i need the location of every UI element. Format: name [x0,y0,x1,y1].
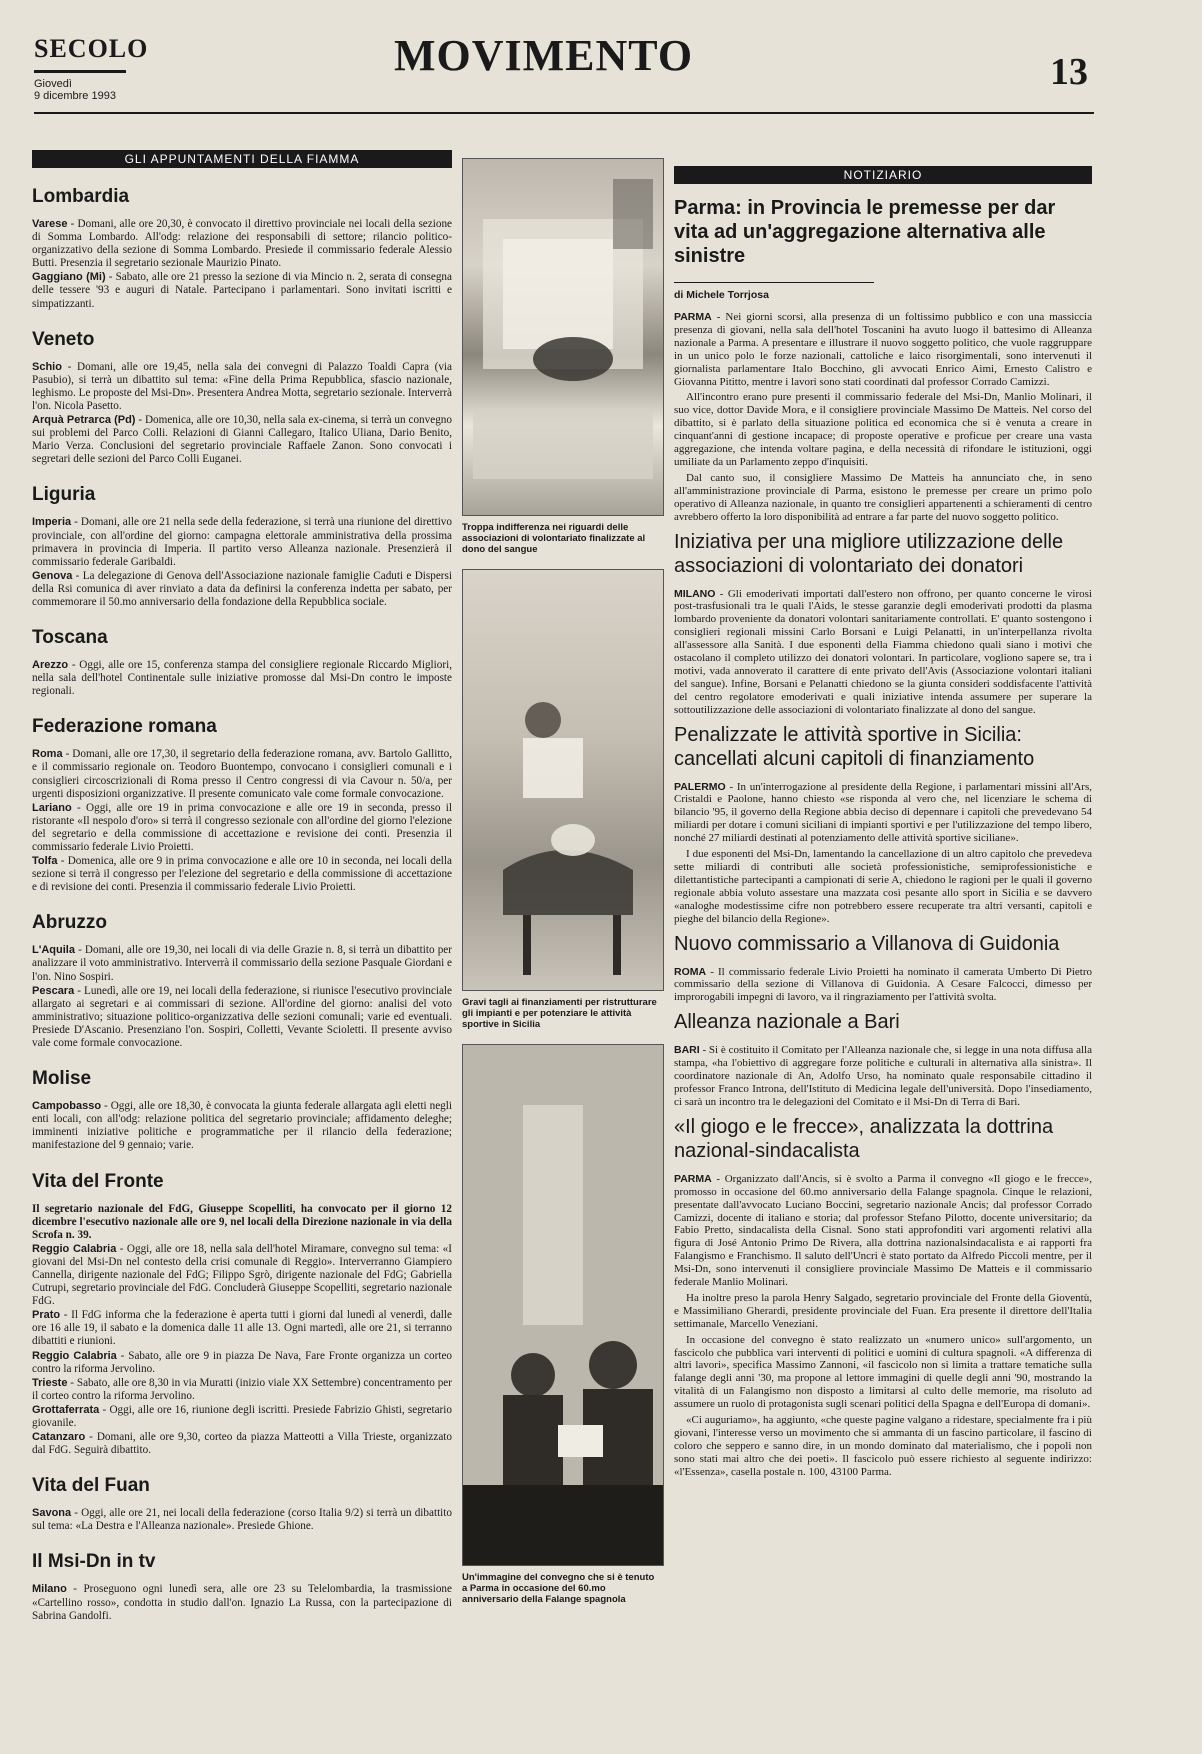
appointment-place: Roma [32,748,63,761]
photo-blood-donation-image [463,159,663,515]
appointment-text: - Oggi, alle ore 18,30, è convocata la giunta federale allargata agli eletti negli enti locali, con all'odg: relazione politica del segretario provinciale; affidamento deleghe; imminenti iniziative politiche e programmatiche per il rilancio della federazione; manifestazione del 9 gennaio; varie. [32,1100,452,1152]
article-paragraph [674,1173,1092,1289]
appointments-banner: GLI APPUNTAMENTI DELLA FIAMMA [32,150,452,168]
appointment-item [32,361,452,413]
region-heading: Vita del Fuan [32,1475,150,1497]
article-paragraph [674,588,1092,717]
appointment-item [32,1243,452,1308]
appointment-text: - Domani, alle ore 17,30, il segretario della federazione romana, avv. Bartolo Gallitto, e il commissario regionale on. Teodoro Buontempo, convocano i consiglieri comunali e i consiglieri circoscrizionali di Roma presso il Centro congressi di via Cavour n. 50/a, per urgenti disposizioni organizzative. Il presente comunicato vale come formale convocazione. [32,748,452,800]
article-headline: Penalizzate le attività sportive in Sicilia: cancellati alcuni capitoli di finanziamento [674,723,1035,770]
article-text: Ha inoltre preso la parola Henry Salgado, segretario provinciale del Fronte della Gioventù, e Massimiliano Gherardi, presidente provinciale del Fuan. Era presente il direttore dell'Italia settimanale, Marcello Veneziani. [674,1291,1092,1330]
region-heading: Federazione romana [32,716,217,738]
article-headline: «Il giogo e le frecce», analizzata la dottrina nazional-sindacalista [674,1115,1054,1162]
article-dateline: BARI [674,1044,700,1057]
news-banner: NOTIZIARIO [674,166,1092,184]
appointment-text: - Sabato, alle ore 21 presso la sezione di via Mincio n. 2, serata di consegna delle tessere '93 e auguri di Natale. Partecipano i parlamentari. Sono invitati iscritti e simpatizzanti. [32,271,452,310]
region-heading: Vita del Fronte [32,1170,164,1192]
article-text: I due esponenti del Msi-Dn, lamentando la cancellazione di un altro capitolo che prevedeva sette miliardi di contributi alle società professionistiche, semiprofessionistiche e dilettantistiche partecipanti a campionati di serie A, chiedono le ragioni per le quali il governo regionale abbia voluto assestare una mazzata così pesante allo sport in Sicilia e se davvero «analoghe modestissime cifre non potrebbero essere recuperate tra altri versanti, capitoli e pieghe del bilancio della Regione». [674,848,1092,925]
appointment-text: - Domani, alle ore 9,30, corteo da piazza Matteotti a Villa Trieste, organizzato dal FdG. Seguirà dibattito. [32,1431,452,1457]
appointment-item [32,1431,452,1457]
article-dateline: PARMA [674,1172,712,1185]
appointment-text: - Proseguono ogni lunedì sera, alle ore 23 su Telelombardia, la trasmissione «Cartellino rosso», condotta in studio dall'on. Ignazio La Russa, con la partecipazione di Sabrina Gandolfi. [32,1583,452,1622]
article-text: - In un'interrogazione al presidente della Regione, i parlamentari missini all'Ars, Cristaldi e Paolone, hanno chiesto «se risponda al vero che, nel licenziare le schema di bilancio '95, il governo della Regione abbia deciso di depennare i capitoli che prevedevano 54 miliardi per dotare i comuni siciliani di impianti sportivi e per l'utilizzazione del tempo libero, nonché 27 miliardi destinati al potenziamento delle attività sportive siciliane». [674,780,1092,845]
appointment-text: - Sabato, alle ore 9 in piazza De Nava, Fare Fronte organizza un corteo contro la riforma Jervolino. [32,1349,452,1375]
appointment-text: - Domani, alle ore 20,30, è convocato il direttivo provinciale nei locali della sezione di Somma Lombardo. All'odg: relazione dei responsabili di settore; rilancio politico-organizzativo della sezione di Somma Lombardo. Presiede il commissario federale Alessio Butti. Presenzia il segretario sezionale Maurizio Pinato. [32,218,452,270]
appointment-item [32,1507,452,1533]
appointment-text: - Sabato, alle ore 8,30 in via Muratti (inizio viale XX Settembre) concentramento per il corteo contro la riforma Jervolino. [32,1376,452,1402]
appointment-place: Grottaferrata [32,1403,100,1416]
article-paragraph [674,781,1092,846]
photo-column [462,158,662,1740]
appointment-item [32,748,452,800]
appointment-place: Savona [32,1507,72,1520]
appointment-place: Imperia [32,516,72,529]
photo-blood-donation [462,158,664,516]
article-paragraph [674,1414,1092,1479]
article-headline: Iniziativa per una migliore utilizzazione delle associazioni di volontariato dei donatori [674,530,1064,577]
appointment-item [32,1377,452,1403]
appointment-item [32,516,452,568]
region-heading: Lombardia [32,186,130,207]
appointment-item [32,944,452,983]
appointment-text: - Oggi, alle ore 15, conferenza stampa del consigliere regionale Riccardo Migliori, nella sala dell'hotel Continentale sulle iniziative promosse dal Msi-Dn contro le imposte regionali. [32,659,452,698]
appointment-item [32,1350,452,1376]
photo-sicily-sport-image [463,570,663,990]
article-headline: Nuovo commissario a Villanova di Guidonia [674,932,1060,955]
appointment-item [32,1100,452,1152]
appointment-item [32,1583,452,1622]
appointment-text: - Domani, alle ore 19,45, nella sala dei convegni di Palazzo Toaldi Capra (via Pasubio), si terrà un dibattito sul tema: «Fine della Prima Repubblica, sfascio nazionale, leghismo. Le proposte del Msi-Dn». Presentera Andrea Motta, segretario sezionale. Interverrà l'on. Nicola Pasetto. [32,360,452,412]
article-paragraph [674,848,1092,925]
appointments-column [32,150,452,1740]
news-column [674,166,1092,1740]
article-paragraph [674,966,1092,1005]
appointment-text: - Domenica, alle ore 9 in prima convocazione e alle ore 10 in seconda, nei locali della sezione si terrà il congresso per l'elezione del segretario e della commissione di accettazione e di revisione dei conti. Presenzia il commissario federale Livio Proietti. [32,855,452,894]
appointment-place: Varese [32,218,68,230]
article-text: - Organizzato dall'Ancis, si è svolto a Parma il convegno «Il giogo e le frecce», promosso in occasione del 60.mo anniversario della Falange spagnola. Cinque le relazioni, presentate dall'avvocato Luciano Boccini, segretario nazionale Ancis; dal professor Corrado Camizzi, docente di italiano e storia; dal professor Stefano Pilotto, docente universitario; da Fabio Pretto, sindacalista della Cisnal. Sono stati approfonditi vari argomenti relativi alla figura di José Antonio Primo De Rivera, alla dottrina nazionalsindacalista e ai rapporti fra Falangismo e Franchismo. Il saluto dell'Uncri è stato portato da Alfredo Piccoli mentre, per il Msi-Dn, sono intervenuti il consigliere provinciale Massimo De Matteis e il commissario federale Manlio Molinari. [674,1172,1092,1289]
photo-caption-2: Gravi tagli ai finanziamenti per ristrutturare gli impianti e per potenziare le attività sportive in Sicilia [462,997,657,1030]
article-text: - Si è costituito il Comitato per l'Alleanza nazionale che, si legge in una nota diffusa alla stampa, «ha l'obiettivo di aggregare forze politiche e culturali in alternativa alla sinistra». Il coordinatore nazionale di An, Adolfo Urso, ha nominato quale responsabile cittadino il professor Franco Introna, dell'Istituto di Medicina legale dell'università. Dopo l'insediamento, ci sarà un incontro tra le delegazioni del Comitato e il Msi-Dn di Terra di Bari. [674,1044,1092,1108]
masthead [34,24,1094,120]
article-byline: di Michele Torrjosa [674,282,874,301]
appointment-place: Genova [32,569,73,582]
article-paragraph [674,472,1092,524]
appointment-place: Gaggiano (Mi) [32,271,106,284]
appointment-text: - Oggi, alle ore 16, riunione degli iscritti. Presiede Fabrizio Ghisti, segretario giovanile. [32,1403,452,1429]
appointment-place: Pescara [32,984,75,997]
appointment-text: - Oggi, alle ore 18, nella sala dell'hotel Miramare, convegno sul tema: «I giovani del Msi-Dn nel contesto della crisi comunale di Reggio». Interverranno Giampiero Cannella, dirigente nazionale del FdG; Filippo Sgrò, dirigente nazionale del FdG; Gabriella Cutrupi, segretario provinciale del FdG. Concluderà Giuseppe Scopelliti, segretario nazionale FdG. [32,1242,452,1308]
region-heading: Abruzzo [32,912,107,934]
appointment-item [32,985,452,1050]
region-heading: Liguria [32,484,96,506]
section-title: MOVIMENTO [394,31,694,80]
logo-underline [34,70,126,73]
appointment-place: L'Aquila [32,944,75,957]
appointment-item [32,414,452,466]
photo-caption-3: Un'immagine del convegno che si è tenuto a Parma in occasione del 60.mo anniversario della Falange spagnola [462,1572,655,1605]
article-paragraph [674,391,1092,468]
appointment-place: Arquà Petrarca (Pd) [32,414,136,427]
appointment-place: Reggio Calabria [32,1242,117,1255]
region-heading: Molise [32,1068,92,1090]
appointment-text: - La delegazione di Genova dell'Associazione nazionale famiglie Caduti e Dispersi della Rsi comunica di aver rinviato a data da definirsi la conferenza indetta per sabato, per commemorare il 50.mo anniversario della fondazione della Repubblica sociale. [32,569,452,608]
appointment-place: Catanzaro [32,1431,86,1444]
appointment-text: - Domani, alle ore 19,30, nei locali di via delle Grazie n. 8, si terrà un dibattito per analizzare il voto amministrativo. Interverrà il commissario della sezione Pasquale Giordani e l'on. Nino Sospiri. [32,944,452,983]
appointment-text: Il segretario nazionale del FdG, Giuseppe Scopelliti, ha convocato per il giorno 12 dicembre l'esecutivo nazionale alle ore 9, nel locali della Direzione nazionale in via della Scrofa n. 39. [32,1202,452,1241]
appointment-place: Prato [32,1309,61,1322]
article-text: In occasione del convegno è stato realizzato un «numero unico» sull'argomento, un fascicolo che pubblica vari interventi di politici e uomini di cultura spagnoli. «A differenza di altri lavori», specifica Massimo Zannoni, «il fascicolo non si limita a trattare tematiche sulla falange degli anni '30, ma propone al lettore immagini di quelle degli anni '90, mostrando la vitalità di un Falangismo non disposto a limitarsi al culto delle memorie, ma risoluto ad assumere un ruolo di protagonista sugli scenari politici della Spagna e dell'Europa di domani». [674,1333,1092,1411]
article-paragraph [674,1292,1092,1331]
article-headline: Parma: in Provincia le premesse per dar vita ad un'aggregazione alternativa alle sinistre [674,197,1056,267]
photo-parma-conference-image [463,1045,663,1565]
appointment-item [32,1404,452,1430]
article-paragraph [674,1334,1092,1411]
article-dateline: PALERMO [674,780,726,793]
region-heading: Il Msi-Dn in tv [32,1551,156,1573]
appointment-place: Campobasso [32,1100,102,1113]
appointment-item [32,271,452,310]
dateline [34,78,116,102]
dateline-day: Giovedì [34,78,72,90]
appointment-text: - Oggi, alle ore 21, nei locali della federazione (corso Italia 9/2) si terrà un dibattito sul tema: «La Destra e l'Alleanza nazionale». Presiede Ghione. [32,1507,452,1533]
article-text: - Nei giorni scorsi, alla presenza di un foltissimo pubblico e con una massiccia presenza di giovani, nella sala dell'hotel Toscanini ha avuto luogo il battesimo di Alleanza nazionale a Parma. A presentare e illustrare il nuovo soggetto politico, che vuole raggruppare in un unico polo le forze nazionali, cattoliche e laico risorgimentali, sono intervenuti il giornalista parlamentare Italo Bocchino, gli avvocati Enrico Aimi, Ernesto Calistro e Giovanna Pititto, mentre i lavori sono stati coordinati dal professor Corrado Camizzi. [674,311,1092,388]
appointment-place: Lariano [32,801,72,814]
appointment-item [32,659,452,698]
appointment-place: Reggio Calabria [32,1349,117,1362]
article-text: «Ci auguriamo», ha aggiunto, «che queste pagine valgano a ridestare, specialmente fra i più giovani, l'interesse verso un movimento che si ammanta di un fascino particolare, il fascino di coloro che seppero e sanno dire, in un mondo dominato dal materialismo, che i popoli non sono stati mai altro che dei poeti». Il fascicolo può essere richiesto al seguente indirizzo: «l'Essenza», casella postale n. 100, 43100 Parma. [674,1414,1092,1478]
dateline-date: 9 dicembre 1993 [34,90,116,102]
appointment-place: Trieste [32,1376,68,1389]
newspaper-logo: SECOLO [34,34,149,63]
region-heading: Veneto [32,328,95,350]
appointment-item [32,218,452,270]
photo-sicily-sport [462,569,664,991]
appointment-text: - Oggi, alle ore 19 in prima convocazione e alle ore 19 in seconda, presso il ristorante «Il nespolo d'oro» si terrà il congresso sezionale con all'ordine del giorno l'elezione del segretario e della commissione di accettazione e revisione dei conti. Presenzia il commissario federale Livio Proietti. [32,801,452,853]
appointment-text: - Lunedì, alle ore 19, nei locali della federazione, si riunisce l'esecutivo provinciale allargato ai segretari e ai commissari di sezione. All'ordine del giorno: analisi del voto amministrativo; situazione politico-organizzativa delle sezioni comunali; varie ed eventuali. Presiede D'Ascanio. Presenziano l'on. Sospiri, Colletti, Vevante Scioletti. Il presente avviso vale come formale convocazione. [32,984,452,1050]
article-dateline: MILANO [674,587,716,600]
appointment-place: Tolfa [32,855,58,868]
appointment-place: Milano [32,1583,67,1596]
appointment-text: - Domani, alle ore 21 nella sede della federazione, si terrà una riunione del direttivo provinciale, con all'ordine del giorno: campagna elettorale amministrativa della prossima primavera in provincia di Imperia. Il partito verso Alleanza nazionale. Presenzierà il commissario federale Garibaldi. [32,516,452,568]
appointment-item [32,802,452,854]
appointment-item [32,1203,452,1242]
appointment-item [32,1309,452,1348]
header-rule [34,112,1094,114]
article-text: All'incontro erano pure presenti il commissario federale del Msi-Dn, Manlio Molinari, il suo vice, dottor Davide Mora, e il consigliere provinciale Massimo De Matteis. Nel corso del dibattito, si è parlato della situazione politica ed economica che si è venuta a creare in cinquant'anni di gestione incapace; di proposte operative e proficue per creare una vasta aggregazione, che intenda voltare pagina, e della necessità di rifondare le istituzioni, oggi umiliate da un Parlamento zeppo d'inquisiti. [674,391,1092,468]
appointment-place: Schio [32,360,62,373]
article-paragraph [674,1044,1092,1109]
appointment-item [32,855,452,894]
article-dateline: PARMA [674,311,712,323]
appointment-place: Arezzo [32,659,69,672]
article-text: - Il commissario federale Livio Proietti ha nominato il camerata Umberto Di Pietro commissario della sezione di Villanova di Guidonia. A Cesare Falcocci, dimesso per improrogabili impegni di lavoro, va il ringraziamento per l'attività svolta. [674,965,1092,1004]
photo-caption-1: Troppa indifferenza nei riguardi delle associazioni di volontariato finalizzate al dono del sangue [462,522,646,555]
appointment-item [32,570,452,609]
page-number: 13 [1050,51,1088,93]
article-text: Dal canto suo, il consigliere Massimo De Matteis ha annunciato che, in seno all'amministrazione provinciale di Parma, esistono le premesse per creare un primo polo operativo di Alleanza nazionale, in quanto tre consiglieri appartenenti a schieramenti di centro avrebbero offerto la loro disponibilità ad entrare a far parte del nuovo soggetto politico. [674,471,1092,523]
appointment-text: - Il FdG informa che la federazione è aperta tutti i giorni dal lunedì al venerdì, dalle ore 16 alle 19, il sabato e la domenica dalle 11 alle 13. Ogni martedì, alle ore 21, si terranno dibattiti e riunioni. [32,1309,452,1348]
article-text: - Gli emoderivati importati dall'estero non offrono, per quanto concerne le virosi post-trasfusionali tra le quali l'Aids, le stesse garanzie degli emoderivati prodotti da plasma lombardo proveniente da donatori volontari sanitariamente controllati. E' quanto sostengono i consiglieri regionali missini Carlo Borsani e Luigi Pelanatti, in un'interpellanza rivolta all'assessore alla Sanità. I due esponenti della Fiamma chiedono quali siano i motivi che ostacolano il completo utilizzo dei donatori volontari. In particolare, vogliono sapere se, tra i motivi, vada annoverato il carattere di ente privato dell'Avis (Associazione volontari italiani del sangue). Infine, Borsani e Pelanatti chiedono se la giunta consideri soddisfacente l'attività del centro regolatore emoderivati e quali iniziative intenda assumere per superare la sottoutilizzazione delle associazioni di volontariato finalizzate al dono del sangue. [674,587,1092,716]
photo-parma-conference [462,1044,664,1566]
appointment-text: - Domenica, alle ore 10,30, nella sala ex-cinema, si terrà un convegno sui problemi del Parco Colli. Relazioni di Gianni Callegaro, Italico Uliana, Dario Benito, Mario Verza. Conclusioni del segretario provinciale Raffaele Zanon. Sono convocati i segretari delle sezioni del Parco Colli Euganei. [32,414,452,466]
article-dateline: ROMA [674,965,707,978]
region-heading: Toscana [32,627,108,649]
article-paragraph [674,311,1092,388]
article-headline: Alleanza nazionale a Bari [674,1011,900,1034]
